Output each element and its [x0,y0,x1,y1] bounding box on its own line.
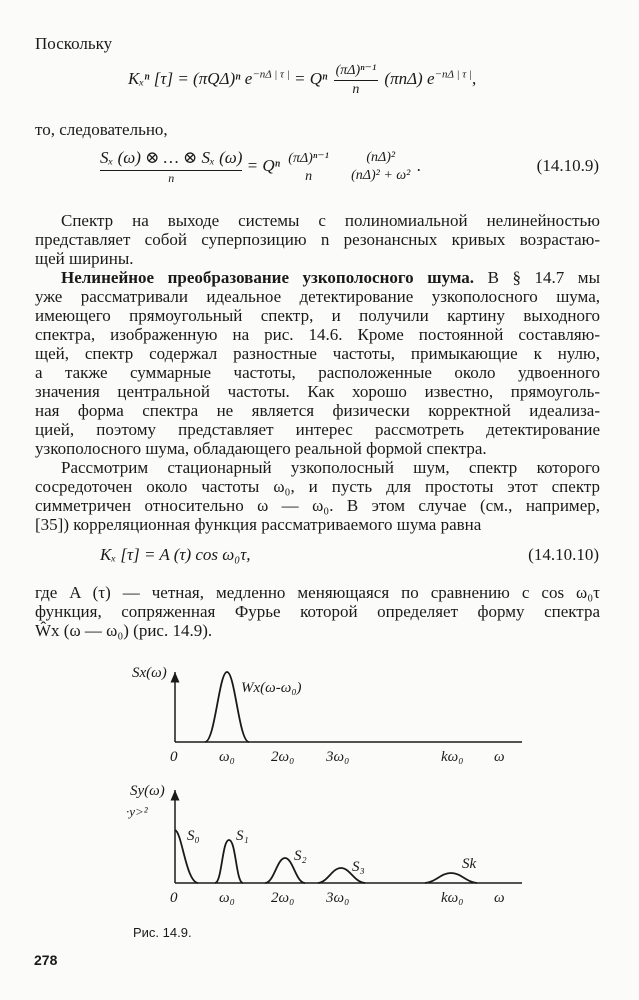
p4-line-1: где A (τ) — четная, медленно меняющаяся по сравнению с cos ω₀τ [35,583,600,602]
page-number: 278 [34,952,58,968]
figure-14-9 [0,650,639,930]
equation-1-lhs: Kₓⁿ [τ] = (πQΔ)ⁿ e [128,68,253,88]
p1-line-3: щей ширины. [35,249,134,268]
equation-2-fraction-2 [351,150,410,184]
p2-line-10: узкополосного шума, обладающего реальной формой спектра. [35,439,487,458]
p4-line-3: Ŵx (ω — ω₀) (рис. 14.9). [35,621,213,640]
p2-line-2: уже рассматривали идеальное детектирование узкополосного шума, [35,287,600,306]
p3-line-1: Рассмотрим стационарный узкополосный шум, спектр которого [61,458,600,477]
equation-1-frac-num: (πΔ)ⁿ⁻¹ [334,62,379,81]
equation-2-end: . [416,155,421,175]
label-s2: S₂ [294,848,307,864]
p1-line-1: Спектр на выходе системы с полиномиальной нелинейностью [61,211,600,230]
equation-2-number: (14.10.9) [536,156,599,175]
p2-line-4: спектра, изображенную на рис. 14.6. Кроме постоянной составляю- [35,325,600,344]
section-heading: Нелинейное преобразование узкополосного шума. [61,268,475,287]
p4-line-2: функция, сопряженная Фурье которой определяет форму спектра [35,602,600,621]
equation-1-end: , [471,68,477,88]
equation-3-number: (14.10.10) [528,545,599,564]
intro-text: Поскольку [35,34,113,53]
bottom-tick-w0: ω₀ [219,890,235,906]
bottom-y-label: Sy(ω) [130,783,165,799]
equation-1-exp2: −nΔ | τ | [434,68,472,81]
p2-line-3: имеющего прямоугольный спектр, и получили картину выходного [35,306,600,325]
equation-1-exp1: −nΔ | τ | [252,68,290,81]
top-tick-0: 0 [170,749,178,765]
top-y-label: Sx(ω) [132,665,167,681]
equation-2-under: n [168,171,175,185]
equation-1-mid: = Qⁿ [293,68,328,88]
curve-sk [425,873,477,883]
top-tick-kw0: kω₀ [441,749,464,765]
p3-line-2: сосредоточен около частоты ω₀, и пусть для простоты этот спектр [35,477,600,496]
equation-2-frac2-num: (nΔ)² [366,150,396,165]
consequently-text: то, следовательно, [35,120,168,139]
equation-1-fraction [334,62,379,98]
p2-line-6: а также суммарные частоты, расположенные около удвоенного [35,363,600,382]
equation-1 [128,62,476,98]
figure-caption: Рис. 14.9. [133,925,192,940]
label-s1: S₁ [236,828,249,844]
p3-line-3: симметричен относительно ω — ω₀. В этом случае (см., например, [35,496,600,515]
bottom-tick-3w0: 3ω₀ [326,890,350,906]
p2-first-rest: В § 14.7 мы [487,268,600,287]
equation-2-mid: = Qⁿ [246,155,281,175]
equation-2-frac1-num: (πΔ)ⁿ⁻¹ [288,150,329,166]
equation-2-lhs-block [100,148,242,186]
bottom-tick-2w0: 2ω₀ [271,890,295,906]
top-tick-3w0: 3ω₀ [326,749,350,765]
top-curve-label: Wx(ω-ω₀) [241,680,302,696]
equation-2-frac1-den: n [305,168,313,184]
label-sk: Sk [462,856,477,872]
bottom-tick-kw0: kω₀ [441,890,464,906]
label-s3: S₃ [352,859,365,875]
equation-3: Kₓ [τ] = A (τ) cos ω₀τ, [100,545,251,564]
p2-line-7: значения центральной частоты. Как хорошо известно, прямоуголь- [35,382,600,401]
p2-line-5: щей, спектр содержал разностные частоты, примыкающие к нулю, [35,344,600,363]
equation-2-fraction-1 [286,150,331,185]
equation-1-frac-den: n [352,82,360,97]
equation-2-lhs: Sₓ (ω) ⊗ … ⊗ Sₓ (ω) [100,148,242,171]
curve-s1 [215,840,243,883]
p2-line-8: ная форма спектра не является физически корректной идеализа- [35,401,600,420]
top-tick-2w0: 2ω₀ [271,749,295,765]
p1-line-2: представляет собой суперпозицию n резонансных кривых возрастаю- [35,230,600,249]
bottom-y-label-2: ·y>² [126,804,148,819]
bottom-tick-0: 0 [170,890,178,906]
equation-1-tail: (πnΔ) e [384,68,435,88]
top-tick-w: ω [494,749,505,765]
p3-line-4: [35]) корреляционная функция рассматриваемого шума равна [35,515,482,534]
p2-line-9: цией, поэтому представляет интерес рассмотреть детектирование [35,420,600,439]
equation-2 [100,148,421,186]
equation-2-frac2-den: (nΔ)² + ω² [351,168,411,183]
label-s0: S₀ [187,828,200,844]
p2-line-1 [35,268,600,287]
top-tick-w0: ω₀ [219,749,235,765]
bottom-tick-w: ω [494,890,505,906]
